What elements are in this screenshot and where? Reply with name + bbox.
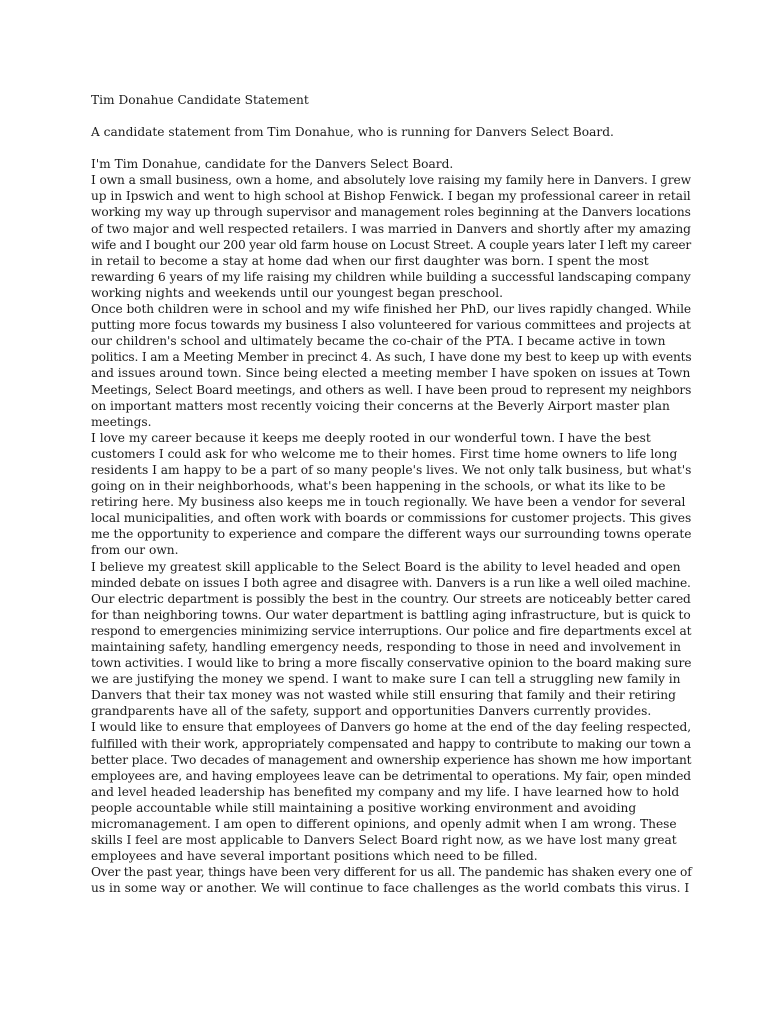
- text-line: Our electric department is possibly the best in the country. Our streets are noticeably better cared: [91, 591, 691, 606]
- text-line: we are justifying the money we spend. I want to make sure I can tell a struggling new family in: [91, 672, 681, 687]
- paragraph: [91, 430, 691, 559]
- text-line: from our own.: [91, 543, 179, 558]
- text-line: Meetings, Select Board meetings, and others as well. I have been proud to represent my neighbors: [91, 382, 692, 397]
- text-line: in retail to become a stay at home dad when our first daughter was born. I spent the most: [91, 253, 649, 268]
- text-line: up in Ipswich and went to high school at Bishop Fenwick. I began my professional career in retail: [91, 189, 691, 204]
- text-line: maintaining safety, handling emergency needs, responding to those in need and involvement in: [91, 640, 681, 654]
- text-line: us in some way or another. We will continue to face challenges as the world combats this virus. I: [91, 881, 690, 896]
- text-line: Once both children were in school and my wife finished her PhD, our lives rapidly changed. While: [91, 302, 692, 317]
- text-line: working my way up through supervisor and management roles beginning at the Danvers locations: [91, 205, 691, 220]
- text-line: for than neighboring towns. Our water department is battling aging infrastructure, but is quick to: [91, 607, 691, 622]
- text-line: I love my career because it keeps me deeply rooted in our wonderful town. I have the best: [91, 430, 651, 445]
- text-line: customers I could ask for who welcome me to their homes. First time home owners to life long: [91, 446, 678, 461]
- text-line: people accountable while still maintaining a positive working environment and avoiding: [91, 800, 637, 815]
- document-title: Tim Donahue Candidate Statement: [91, 93, 309, 107]
- text-line: our children's school and ultimately became the co-chair of the PTA. I became active in town: [91, 334, 666, 349]
- text-line: grandparents have all of the safety, support and opportunities Danvers currently provides.: [91, 704, 652, 719]
- text-line: I would like to ensure that employees of Danvers go home at the end of the day feeling respected,: [91, 720, 692, 735]
- text-line: residents I am happy to be a part of so many people's lives. We not only talk business, but what's: [91, 462, 692, 477]
- text-line: I own a small business, own a home, and absolutely love raising my family here in Danvers. I grew: [91, 173, 691, 188]
- text-line: and level headed leadership has benefited my company and my life. I have learned how to hold: [91, 784, 680, 799]
- text-line: me the opportunity to experience and compare the different ways our surrounding towns operate: [91, 527, 692, 542]
- text-line: I believe my greatest skill applicable to the Select Board is the ability to level headed and open: [91, 559, 681, 574]
- text-line: micromanagement. I am open to different opinions, and openly admit when I am wrong. These: [91, 817, 677, 832]
- text-line: skills I feel are most applicable to Danvers Select Board right now, as we have lost many great: [91, 833, 677, 848]
- paragraph: [91, 864, 691, 896]
- text-line: better place. Two decades of management and ownership experience has shown me how important: [91, 752, 692, 767]
- text-line: working nights and weekends until our youngest began preschool.: [91, 285, 503, 300]
- text-line: retiring here. My business also keeps me in touch regionally. We have been a vendor for several: [91, 495, 686, 510]
- text-line: putting more focus towards my business I also volunteered for various committees and projects at: [91, 318, 691, 333]
- document-page: [91, 92, 691, 897]
- document-subtitle: A candidate statement from Tim Donahue, who is running for Danvers Select Board.: [91, 125, 614, 140]
- text-line: wife and I bought our 200 year old farm house on Locust Street. A couple years later I left my career: [91, 237, 691, 252]
- paragraph: [91, 719, 691, 864]
- text-line: Danvers that their tax money was not wasted while still ensuring that family and their retiring: [91, 688, 676, 703]
- text-line: rewarding 6 years of my life raising my children while building a successful landscaping company: [91, 269, 691, 284]
- text-line: minded debate on issues I both agree and disagree with. Danvers is a run like a well oiled machine.: [91, 575, 691, 590]
- text-line: going on in their neighborhoods, what's been happening in the schools, or what its like to be: [91, 479, 666, 494]
- text-line: meetings.: [91, 414, 152, 429]
- text-line: employees and have several important positions which need to be filled.: [91, 849, 538, 864]
- text-line: fulfilled with their work, appropriately compensated and happy to contribute to making our town a: [91, 736, 691, 751]
- text-line: employees are, and having employees leave can be detrimental to operations. My fair, open minded: [91, 768, 691, 783]
- text-line: of two major and well respected retailers. I was married in Danvers and shortly after my amazing: [91, 221, 691, 236]
- text-line: town activities. I would like to bring a more fiscally conservative opinion to the board making sure: [91, 656, 692, 671]
- text-line: local municipalities, and often work with boards or commissions for customer projects. This gives: [91, 511, 692, 526]
- text-line: I'm Tim Donahue, candidate for the Danvers Select Board.: [91, 157, 454, 172]
- paragraph: [91, 559, 691, 720]
- paragraph: [91, 156, 691, 301]
- text-line: Over the past year, things have been very different for us all. The pandemic has shaken every one of: [91, 865, 692, 880]
- text-line: politics. I am a Meeting Member in precinct 4. As such, I have done my best to keep up with events: [91, 350, 692, 365]
- paragraph: [91, 301, 691, 430]
- text-line: and issues around town. Since being elected a meeting member I have spoken on issues at Town: [91, 366, 691, 381]
- text-line: respond to emergencies minimizing service interruptions. Our police and fire departments excel at: [91, 623, 692, 638]
- document-body: [91, 156, 691, 896]
- text-line: on important matters most recently voicing their concerns at the Beverly Airport master plan: [91, 398, 670, 413]
